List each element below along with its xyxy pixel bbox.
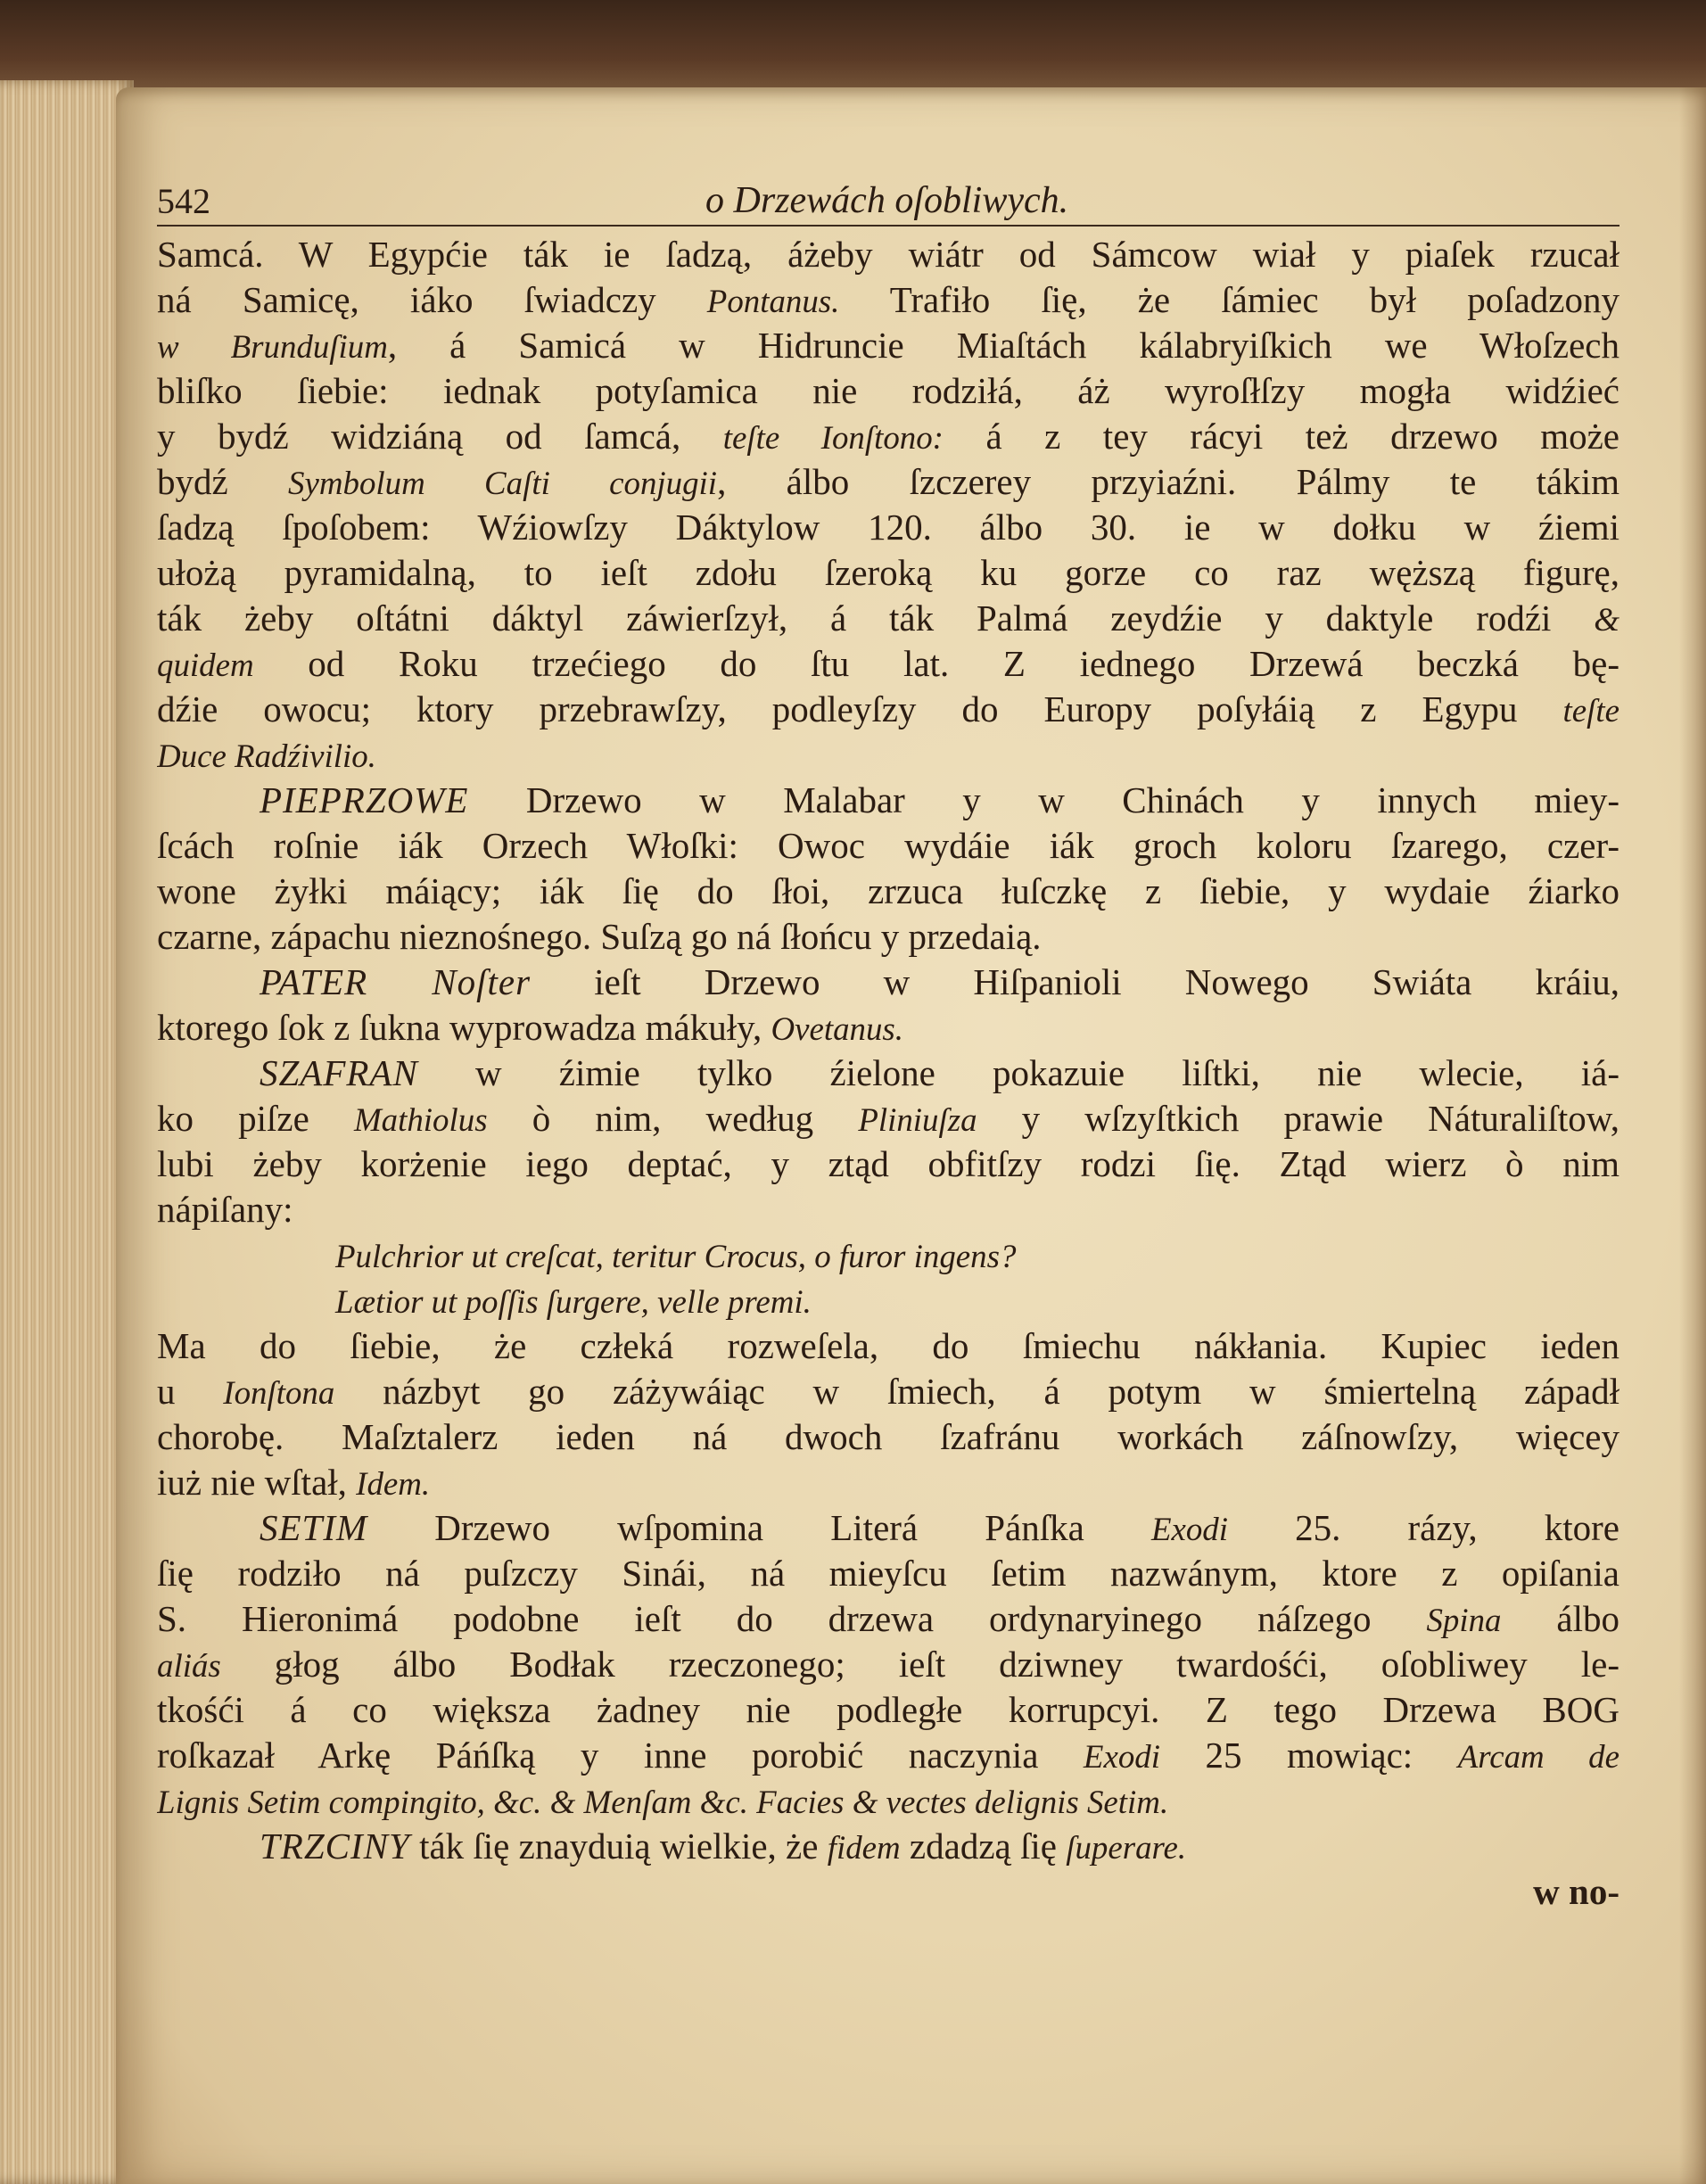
text-run: 25 mowiąc: — [1159, 1735, 1458, 1776]
text-run: chorobę. Maſztalerz ieden ná dwoch ſzafránu workách záſnowſzy, więcey — [157, 1416, 1619, 1457]
text-run: ná Samicę, iáko ſwiadczy — [157, 279, 707, 320]
entry-heading: SETIM — [260, 1507, 368, 1548]
text-line — [157, 960, 1619, 1005]
italic-run: Ionſtona — [223, 1374, 335, 1411]
text-run: ieſt Drzewo w Hiſpanioli Nowego Swiáta kráiu, — [531, 961, 1619, 1002]
text-line — [157, 1551, 1619, 1596]
text-line — [157, 459, 1619, 505]
italic-run: teſte — [1562, 692, 1619, 729]
text-line — [157, 1232, 1619, 1278]
text-line — [157, 505, 1619, 550]
text-run: Drzewo w Malabar y w Chinách y innych miey- — [468, 779, 1619, 820]
text-line — [157, 1733, 1619, 1778]
text-run: y bydź widziáną od ſamcá, — [157, 416, 723, 457]
text-run: ſcách roſnie iák Orzech Włoſki: Owoc wydáie iák groch koloru ſzarego, czer- — [157, 825, 1619, 866]
text-line — [157, 1687, 1619, 1733]
text-line — [157, 914, 1619, 960]
text-line — [157, 1824, 1619, 1869]
book-top-edge — [0, 0, 1706, 98]
text-line — [157, 1278, 1619, 1323]
text-line — [157, 1460, 1619, 1505]
entry-heading: PIEPRZOWE — [260, 779, 469, 820]
italic-run: Pliniuſza — [858, 1101, 977, 1138]
text-run: ułożą pyramidalną, to ieſt zdołu ſzeroką ku gorze co raz węższą figurę, — [157, 552, 1619, 593]
text-run: ò nim, według — [487, 1098, 859, 1139]
text-run: á z tey rácyi też drzewo może — [943, 416, 1619, 457]
text-run: roſkazał Arkę Páńſką y inne porobić naczynia — [157, 1735, 1084, 1776]
text-run: lubi żeby korżenie iego deptać, y ztąd obfitſzy rodzi ſię. Ztąd wierz ò nim — [157, 1143, 1619, 1184]
italic-run: ſuperare. — [1066, 1829, 1187, 1866]
entry-heading: TRZCINY — [260, 1825, 410, 1867]
text-line — [157, 1187, 1619, 1232]
page-gutter-shadow — [1679, 87, 1706, 2184]
italic-run: quidem — [157, 647, 254, 683]
text-run: Trafiło ſię, że ſámiec był poſadzony — [839, 279, 1619, 320]
text-line — [157, 414, 1619, 459]
text-run: S. Hieronimá podobne ieſt do drzewa ordynaryinego náſzego — [157, 1598, 1427, 1639]
body-text — [157, 232, 1619, 1869]
page-header — [157, 178, 1619, 227]
text-run: ſię rodziło ná puſzczy Sinái, ná mieyſcu ſetim nazwánym, ktore z opiſania — [157, 1553, 1619, 1594]
italic-run: Lignis Setim compingito, &c. & Menſam &c. Facies & vectes delignis Setim. — [157, 1784, 1169, 1820]
text-line — [157, 1505, 1619, 1551]
text-run: głog álbo Bodłak rzeczonego; ieſt dziwney twardośći, oſobliwey le- — [220, 1644, 1619, 1685]
text-run: zdadzą ſię — [900, 1825, 1067, 1867]
text-run: Drzewo wſpomina Literá Pánſka — [367, 1507, 1151, 1548]
italic-run: Spina — [1426, 1602, 1502, 1638]
text-block — [157, 178, 1619, 1915]
italic-run: w Brunduſium — [157, 328, 388, 365]
text-line — [157, 778, 1619, 823]
text-run: ſadzą ſpoſobem: Wźiowſzy Dáktylow 120. álbo 30. ie w dołku w źiemi — [157, 507, 1619, 548]
text-line — [157, 1596, 1619, 1642]
text-run: tkośći á co większa żadney nie podległe korrupcyi. Z tego Drzewa BOG — [157, 1689, 1619, 1730]
italic-run: & — [1594, 601, 1619, 638]
text-run: bydź — [157, 461, 289, 502]
text-line — [157, 687, 1619, 732]
text-line — [157, 869, 1619, 914]
text-line — [157, 368, 1619, 414]
text-line — [157, 1141, 1619, 1187]
text-run: ktorego ſok z ſukna wyprowadza mákuły, — [157, 1007, 771, 1048]
text-run: wone żyłki máiący; iák ſię do ſłoi, zrzuca łuſczkę z ſiebie, y wydaie źiarko — [157, 870, 1619, 911]
text-line — [157, 323, 1619, 368]
text-line — [157, 1323, 1619, 1369]
text-run: 25. rázy, ktore — [1228, 1507, 1619, 1548]
text-run: , álbo ſzczerey przyiaźni. Pálmy te tákim — [717, 461, 1619, 502]
text-run: nápiſany: — [157, 1189, 293, 1230]
italic-run: teſte Ionſtono: — [722, 419, 944, 456]
text-run: w źimie tylko źielone pokazuie liſtki, nie wlecie, iá- — [417, 1052, 1619, 1093]
text-run: y wſzyſtkich prawie Náturaliſtow, — [977, 1098, 1619, 1139]
text-run: ták żeby oſtátni dáktyl záwierſzył, á ták Palmá zeydźie y daktyle rodźi — [157, 598, 1595, 639]
text-line — [157, 641, 1619, 687]
text-run: Samcá. W Egypćie ták ie ſadzą, áżeby wiátr od Sámcow wiał y piaſek rzucał — [157, 234, 1619, 275]
text-line — [157, 277, 1619, 323]
italic-run: Arcam de — [1457, 1738, 1619, 1775]
italic-run: fidem — [827, 1829, 901, 1866]
entry-heading: SZAFRAN — [260, 1052, 418, 1093]
italic-run: Exodi — [1150, 1511, 1229, 1547]
text-line — [157, 1096, 1619, 1141]
italic-run: Duce Radźivilio. — [157, 738, 376, 774]
text-run: bliſko ſiebie: iednak potyſamica nie rodziłá, áż wyroſłſzy mogła widźieć — [157, 370, 1619, 411]
text-line — [157, 823, 1619, 869]
text-line — [157, 596, 1619, 641]
italic-run: Mathiolus — [353, 1101, 488, 1138]
italic-run: Lætior ut poſſis ſurgere, velle premi. — [335, 1283, 812, 1320]
italic-run: Pulchrior ut creſcat, teritur Crocus, o furor ingens? — [335, 1238, 1017, 1274]
entry-heading: PATER Noſter — [260, 961, 532, 1002]
italic-run: Exodi — [1083, 1738, 1160, 1775]
text-run: názbyt go záżywáiąc w ſmiech, á potym w śmiertelną západł — [334, 1371, 1619, 1412]
text-run: od Roku trzećiego do ſtu lat. Z iednego Drzewá beczká bę- — [253, 643, 1619, 684]
text-run: ták ſię znayduią wielkie, że — [409, 1825, 828, 1867]
text-line — [157, 732, 1619, 778]
text-line — [157, 1414, 1619, 1460]
text-line — [157, 232, 1619, 277]
text-line — [157, 1642, 1619, 1687]
text-line — [157, 1051, 1619, 1096]
text-run: ko piſze — [157, 1098, 354, 1139]
italic-run: Pontanus. — [706, 283, 840, 319]
italic-run: Symbolum Caſti conjugii — [288, 465, 718, 501]
text-run: czarne, zápachu nieznośnego. Suſzą go ná ſłońcu y przedaią. — [157, 916, 1042, 957]
text-run: u — [157, 1371, 224, 1412]
text-run: Ma do ſiebie, że człeká rozweſela, do ſmiechu nákłania. Kupiec ieden — [157, 1325, 1619, 1366]
text-run: álbo — [1501, 1598, 1619, 1639]
text-run: , á Samicá w Hidruncie Miaſtách kálabryiſkich we Włoſzech — [387, 325, 1619, 366]
text-line — [157, 1005, 1619, 1051]
italic-run: Ovetanus. — [771, 1010, 904, 1047]
italic-run: Idem. — [356, 1465, 431, 1502]
text-run: dźie owocu; ktory przebrawſzy, podleyſzy do Europy poſyłáią z Egypu — [157, 688, 1563, 729]
text-line — [157, 550, 1619, 596]
text-run: iuż nie wſtał, — [157, 1462, 357, 1503]
book-page-edges — [0, 80, 134, 2184]
text-line — [157, 1369, 1619, 1414]
italic-run: aliás — [157, 1647, 221, 1684]
running-title: o Drzewách oſobliwych. — [705, 180, 1069, 221]
text-line — [157, 1778, 1619, 1824]
catchword: w no- — [1533, 1871, 1619, 1912]
page-number: 542 — [157, 181, 210, 221]
